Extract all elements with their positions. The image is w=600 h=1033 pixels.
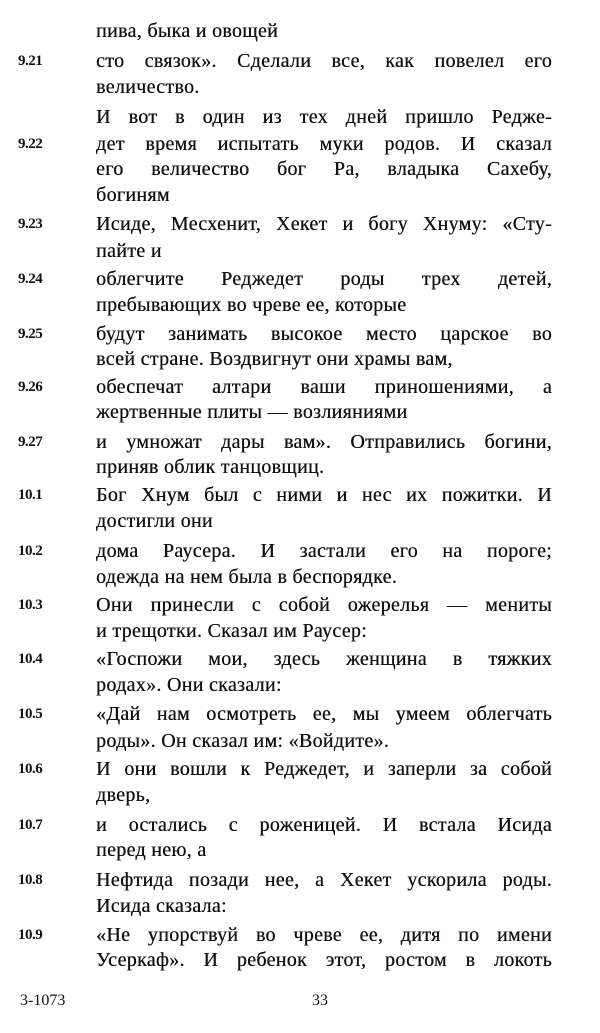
text-line: и остались с роженицей. И встала Исида: [96, 814, 552, 836]
text-line: дет время испытать муки родов. И сказал: [96, 133, 552, 155]
verse-number: 9.21: [18, 53, 43, 69]
verse-number: 10.3: [18, 597, 43, 613]
text-line: «Не упорствуй во чреве ее, дитя по имени: [96, 924, 552, 946]
verse-number: 10.9: [18, 927, 43, 943]
printer-signature: 3-1073: [20, 992, 66, 1009]
text-line: Бог Хнум был с ними и нес их пожитки. И: [96, 484, 552, 506]
verse-number: 10.5: [18, 706, 43, 722]
text-line: сто связок». Сделали все, как повелел его: [96, 50, 552, 72]
verse-number: 9.24: [18, 271, 43, 287]
verse-number: 9.26: [18, 379, 43, 395]
text-line: «Госпожи мои, здесь женщина в тяжких: [96, 648, 552, 670]
text-line: И вот в один из тех дней пришло Редже-: [96, 106, 552, 128]
text-line: дверь,: [96, 784, 151, 806]
text-line: пребывающих во чреве ее, которые: [96, 294, 407, 316]
text-line: одежда на нем была в беспорядке.: [96, 566, 398, 588]
text-line: жертвенные плиты — возлияниями: [96, 401, 408, 423]
text-line: родах». Они сказали:: [96, 674, 282, 696]
verse-number: 10.2: [18, 543, 43, 559]
text-line: «Дай нам осмотреть ее, мы умеем облегчать: [96, 703, 552, 725]
text-line: богиням: [96, 184, 170, 206]
verse-number: 10.7: [18, 817, 43, 833]
text-line: пайте и: [96, 240, 162, 262]
verse-number: 9.23: [18, 216, 43, 232]
text-line: будут занимать высокое место царское во: [96, 323, 552, 345]
text-line: Исида сказала:: [96, 895, 227, 917]
text-line: роды». Он сказал им: «Войдите».: [96, 730, 390, 752]
text-line: обеспечат алтари ваши приношениями, а: [96, 376, 552, 398]
text-line: его величество бог Ра, владыка Сахебу,: [96, 158, 552, 180]
text-line: приняв облик танцовщиц.: [96, 456, 325, 478]
text-line: Исиде, Месхенит, Хекет и богу Хнуму: «Сту-: [96, 213, 552, 235]
text-line: Нефтида позади нее, а Хекет ускорила роды.: [96, 869, 552, 891]
verse-number: 10.8: [18, 872, 43, 888]
text-line: облегчите Реджедет роды трех детей,: [96, 268, 552, 290]
verse-number: 10.4: [18, 651, 43, 667]
text-line: величество.: [96, 76, 200, 98]
verse-number: 9.27: [18, 434, 43, 450]
text-line: пива, быка и овощей: [96, 20, 279, 42]
text-line: И они вошли к Реджедет, и заперли за собой: [96, 758, 552, 780]
text-line: перед нею, а: [96, 839, 207, 861]
text-line: всей стране. Воздвигнут они храмы вам,: [96, 348, 453, 370]
verse-number: 9.25: [18, 326, 43, 342]
text-line: и умножат дары вам». Отправились богини,: [96, 431, 552, 453]
text-line: дома Раусера. И застали его на пороге;: [96, 540, 552, 562]
text-line: Они принесли с собой ожерелья — мениты: [96, 594, 552, 616]
text-line: достигли они: [96, 510, 213, 532]
verse-number: 10.1: [18, 487, 43, 503]
page-number: 33: [312, 992, 328, 1009]
text-line: Усеркаф». И ребенок этот, ростом в локоть: [96, 949, 552, 971]
text-line: и трещотки. Сказал им Раусер:: [96, 620, 368, 642]
verse-number: 10.6: [18, 761, 43, 777]
verse-number: 9.22: [18, 136, 43, 152]
